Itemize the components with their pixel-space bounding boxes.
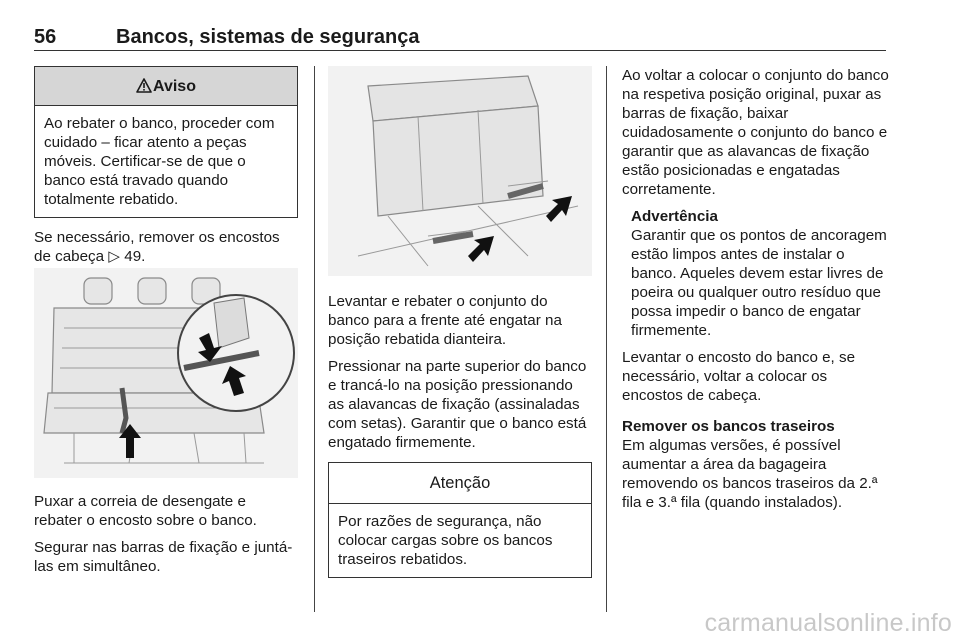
figure-seat-folded [328,66,592,276]
column-3 [622,66,890,520]
warning-triangle-icon [136,78,152,93]
seat-release-illustration [34,268,298,478]
paragraph-lock-seat: Pressionar na parte superior do banco e trancá-lo na posição pressionando as alavancas de fixação (assinaladas com setas). Garantir que o banco está engatado firmemente. [328,358,587,451]
seat-folded-illustration [328,66,592,276]
warning-title: Aviso [153,78,196,95]
warning-box [34,66,298,218]
warning-header [35,67,297,106]
column-1-lower [34,492,298,584]
watermark: carmanualsonline.info [704,609,952,637]
arrow-up-left-icon [546,196,572,222]
column-divider-2 [606,66,607,612]
subheading-remove-seats: Remover os bancos traseiros [622,418,835,435]
page-reference[interactable]: 49. [124,248,146,265]
paragraph-headrest-text: Se necessário, remover os encostos de cabeça [34,229,280,265]
page-reference-icon[interactable]: ▷ [108,248,121,265]
page-number: 56 [34,26,57,48]
arrow-up-left-icon [468,236,494,262]
paragraph-release-strap: Puxar a correia de desengate e rebater o encosto sobre o banco. [34,493,257,529]
column-2 [328,292,592,578]
attention-header: Atenção [329,463,591,504]
paragraph-headrest [34,228,298,266]
column-divider-1 [314,66,315,612]
attention-body: Por razões de segurança, não colocar cargas sobre os bancos traseiros rebatidos. [338,513,553,568]
paragraph-remove-seats: Em algumas versões, é possível aumentar a área da bagageira removendo os bancos traseiros da 2.ª fila e 3.ª fila (quando instalados). [622,437,878,511]
paragraph-fold-seat: Levantar e rebater o conjunto do banco para a frente até engatar na posição rebatida dianteira. [328,293,562,348]
note-body: Garantir que os pontos de ancoragem estão limpos antes de instalar o banco. Aqueles devem estar livres de poeira ou qualquer outro resíduo que possa impedir o banco de engatar firmemente. [631,227,887,339]
paragraph-reinstall: Ao voltar a colocar o conjunto do banco na respetiva posição original, puxar as barras de fixação, baixar cuidadosamente o conjunto do banco e garantir que as alavancas de fixação estão posicionadas e engatadas corretamente. [622,67,889,198]
paragraph-raise-backrest: Levantar o encosto do banco e, se necessário, voltar a colocar os encostos de cabeça. [622,349,856,404]
header-rule [34,50,886,51]
note-title: Advertência [631,208,718,225]
column-1 [34,66,298,274]
attention-box [328,462,592,578]
warning-body: Ao rebater o banco, proceder com cuidado – ficar atento a peças móveis. Certificar-se de que o banco está travado quando totalmente rebatido. [44,115,275,208]
paragraph-fixing-bars: Segurar nas barras de fixação e juntá-las em simultâneo. [34,539,293,575]
page-title: Bancos, sistemas de segurança [116,26,420,48]
figure-seat-release [34,268,298,478]
note-block [622,207,890,340]
